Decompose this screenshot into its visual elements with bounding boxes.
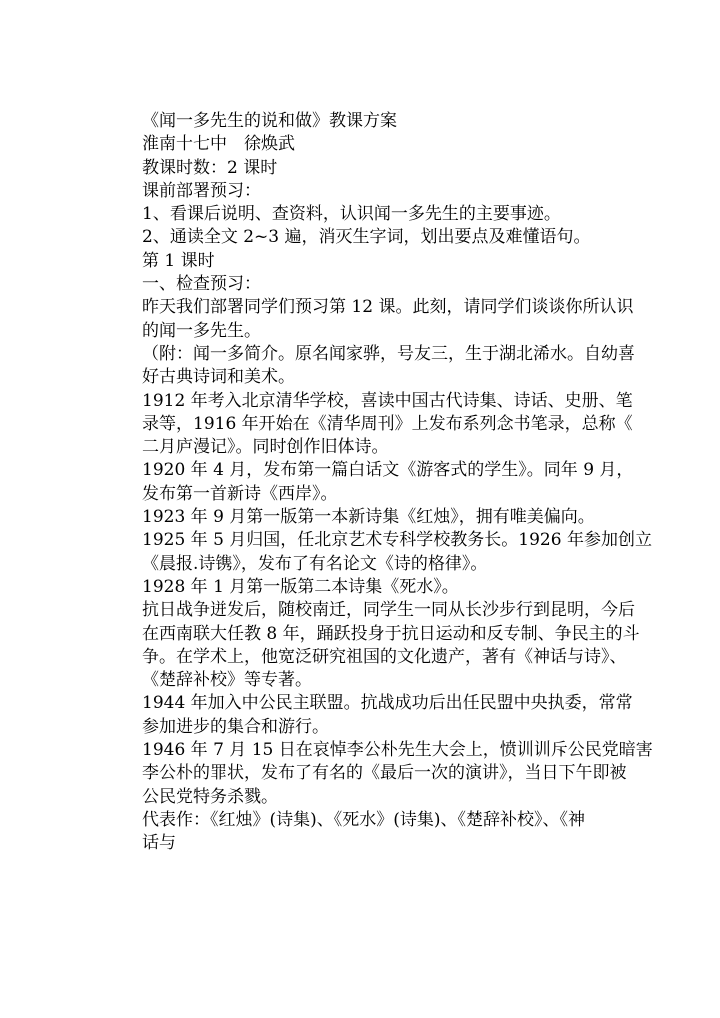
text-line: 二月庐漫记》。同时创作旧体诗。	[142, 437, 389, 458]
text-line: 发布第一首新诗《西岸》。	[142, 483, 338, 504]
text-line: 1928 年 1 月第一版第二本诗集《死水》。	[142, 576, 459, 597]
section-heading: 第 1 课时	[142, 250, 215, 271]
document-title: 《闻一多先生的说和做》教课方案	[142, 111, 397, 131]
text-line: 争。在学术上，他宽泛研究祖国的文化遗产，著有《神话与诗》、	[142, 646, 627, 667]
section-heading: 课前部署预习：	[142, 180, 261, 201]
section-heading: 一、检查预习：	[142, 274, 261, 295]
text-line: 《楚辞补校》等专著。	[142, 670, 312, 691]
text-line: 好古典诗词和美术。	[142, 367, 295, 388]
text-line: 1925 年 5 月归国，任北京艺术专科学校教务长。1926 年参加创立	[142, 530, 652, 551]
author-line: 淮南十七中 徐焕武	[142, 134, 295, 155]
text-line: 李公朴的罪状，发布了有名的《最后一次的演讲》，当日下午即被	[142, 763, 627, 784]
text-line: 1923 年 9 月第一版第一本新诗集《红烛》，拥有唯美偏向。	[142, 507, 595, 528]
text-line: 1、看课后说明、查资料，认识闻一多先生的主要事迹。	[142, 204, 561, 225]
text-line: 1944 年加入中公民主联盟。抗战成功后出任民盟中央执委，常常	[142, 693, 633, 714]
text-line: 教课时数：2 课时	[142, 157, 278, 178]
text-line: 公民党特务杀戮。	[142, 786, 278, 807]
text-line: 的闻一多先生。	[142, 320, 261, 341]
text-line: 2、通读全文 2~3 遍，消灭生字词，划出要点及难懂语句。	[142, 227, 591, 248]
text-line: 1920 年 4 月，发布第一篇白话文《游客式的学生》。同年 9 月，	[142, 460, 634, 481]
text-line: （附：闻一多简介。原名闻家骅，号友三，生于湖北浠水。自幼喜	[142, 343, 635, 364]
text-line: 《晨报.诗镌》，发布了有名论文《诗的格律》。	[142, 553, 488, 574]
text-line: 参加进步的集合和游行。	[142, 716, 329, 737]
text-line: 1946 年 7 月 15 日在哀悼李公朴先生大会上，愤训训斥公民党暗害	[142, 740, 653, 761]
document-body	[142, 110, 672, 856]
text-line: 代表作：《红烛》(诗集)、《死水》(诗集)、《楚辞补校》、《神	[142, 809, 586, 830]
text-line: 昨天我们部署同学们预习第 12 课。此刻，请同学们谈谈你所认识	[142, 297, 634, 318]
text-line: 话与	[142, 833, 176, 854]
text-line: 在西南联大任教 8 年，踊跃投身于抗日运动和反专制、争民主的斗	[142, 623, 640, 644]
text-line: 录等，1916 年开始在《清华周刊》上发布系列念书笔录，总称《	[142, 413, 633, 434]
text-line: 抗日战争迸发后，随校南迁，同学生一同从长沙步行到昆明，今后	[142, 600, 635, 621]
text-line: 1912 年考入北京清华学校，喜读中国古代诗集、诗话、史册、笔	[142, 390, 633, 411]
